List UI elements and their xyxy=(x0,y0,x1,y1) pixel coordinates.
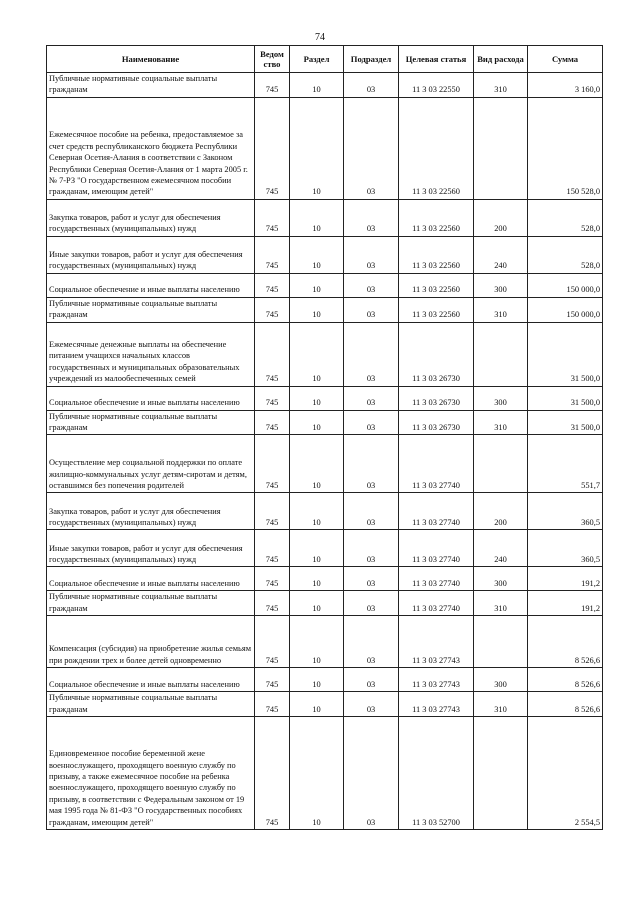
page-number: 74 xyxy=(315,32,325,43)
header-amount: Сумма xyxy=(528,46,603,73)
row-subsection: 03 xyxy=(344,273,399,297)
row-expense-type: 240 xyxy=(474,236,528,273)
header-section: Раздел xyxy=(290,46,344,73)
row-dept: 745 xyxy=(255,410,290,435)
row-subsection: 03 xyxy=(344,493,399,530)
row-subsection: 03 xyxy=(344,717,399,830)
row-expense-type: 300 xyxy=(474,668,528,692)
table-row xyxy=(47,717,603,830)
row-target: 11 3 03 27740 xyxy=(399,530,474,567)
row-subsection: 03 xyxy=(344,297,399,322)
row-subsection: 03 xyxy=(344,668,399,692)
row-name: Компенсация (субсидия) на приобретение жилья семьям при рождении трех и более детей одновременно xyxy=(47,616,255,668)
row-dept: 745 xyxy=(255,591,290,616)
row-target: 11 3 03 27740 xyxy=(399,567,474,591)
row-target: 11 3 03 27743 xyxy=(399,616,474,668)
row-name: Публичные нормативные социальные выплаты гражданам xyxy=(47,410,255,435)
row-amount: 551,7 xyxy=(528,435,603,493)
row-section: 10 xyxy=(290,435,344,493)
row-target: 11 3 03 27740 xyxy=(399,435,474,493)
table-row xyxy=(47,530,603,567)
row-dept: 745 xyxy=(255,567,290,591)
row-expense-type xyxy=(474,435,528,493)
row-amount: 8 526,6 xyxy=(528,692,603,717)
row-expense-type: 200 xyxy=(474,199,528,236)
row-amount: 150 528,0 xyxy=(528,97,603,199)
header-expense-type: Вид расхода xyxy=(474,46,528,73)
row-target: 11 3 03 22560 xyxy=(399,297,474,322)
row-name: Социальное обеспечение и иные выплаты населению xyxy=(47,567,255,591)
row-subsection: 03 xyxy=(344,73,399,98)
row-subsection: 03 xyxy=(344,567,399,591)
row-amount: 8 526,6 xyxy=(528,616,603,668)
row-name: Ежемесячное пособие на ребенка, предоставляемое за счет средств республиканского бюджета Республики Северная Осетия-Алания в соответствии с Законом Республики Северная Осетия-Алания от 1 марта 2005 г. № 7-РЗ "О государственном ежемесячном пособии гражданам, имеющим детей" xyxy=(47,97,255,199)
row-section: 10 xyxy=(290,493,344,530)
row-subsection: 03 xyxy=(344,435,399,493)
row-subsection: 03 xyxy=(344,410,399,435)
row-expense-type: 310 xyxy=(474,591,528,616)
row-dept: 745 xyxy=(255,616,290,668)
table-row xyxy=(47,616,603,668)
row-target: 11 3 03 26730 xyxy=(399,410,474,435)
row-amount: 31 500,0 xyxy=(528,386,603,410)
row-section: 10 xyxy=(290,616,344,668)
row-name: Социальное обеспечение и иные выплаты населению xyxy=(47,668,255,692)
row-target: 11 3 03 22560 xyxy=(399,97,474,199)
row-target: 11 3 03 27740 xyxy=(399,493,474,530)
row-dept: 745 xyxy=(255,668,290,692)
row-amount: 31 500,0 xyxy=(528,410,603,435)
row-subsection: 03 xyxy=(344,386,399,410)
row-target: 11 3 03 22560 xyxy=(399,273,474,297)
row-dept: 745 xyxy=(255,199,290,236)
row-expense-type: 300 xyxy=(474,567,528,591)
row-section: 10 xyxy=(290,692,344,717)
table-row xyxy=(47,273,603,297)
header-name: Наименование xyxy=(47,46,255,73)
table-row xyxy=(47,297,603,322)
row-section: 10 xyxy=(290,386,344,410)
row-name: Социальное обеспечение и иные выплаты населению xyxy=(47,273,255,297)
row-subsection: 03 xyxy=(344,97,399,199)
table-row xyxy=(47,692,603,717)
table-row xyxy=(47,73,603,98)
row-name: Публичные нормативные социальные выплаты гражданам xyxy=(47,73,255,98)
row-expense-type: 310 xyxy=(474,410,528,435)
row-name: Публичные нормативные социальные выплаты гражданам xyxy=(47,297,255,322)
row-section: 10 xyxy=(290,236,344,273)
row-expense-type: 310 xyxy=(474,692,528,717)
row-expense-type xyxy=(474,322,528,386)
table-row xyxy=(47,567,603,591)
row-section: 10 xyxy=(290,567,344,591)
row-section: 10 xyxy=(290,322,344,386)
table-row xyxy=(47,322,603,386)
row-amount: 2 554,5 xyxy=(528,717,603,830)
table-row xyxy=(47,199,603,236)
row-dept: 745 xyxy=(255,73,290,98)
row-dept: 745 xyxy=(255,435,290,493)
row-target: 11 3 03 27743 xyxy=(399,692,474,717)
table-row xyxy=(47,668,603,692)
row-expense-type xyxy=(474,717,528,830)
row-target: 11 3 03 27740 xyxy=(399,591,474,616)
table-row xyxy=(47,435,603,493)
row-target: 11 3 03 22560 xyxy=(399,236,474,273)
row-name: Закупка товаров, работ и услуг для обеспечения государственных (муниципальных) нужд xyxy=(47,493,255,530)
row-name: Ежемесячные денежные выплаты на обеспечение питанием учащихся начальных классов государственных и муниципальных образовательных учреждений из малообеспеченных семей xyxy=(47,322,255,386)
row-dept: 745 xyxy=(255,717,290,830)
row-name: Закупка товаров, работ и услуг для обеспечения государственных (муниципальных) нужд xyxy=(47,199,255,236)
row-expense-type: 310 xyxy=(474,297,528,322)
row-expense-type xyxy=(474,616,528,668)
row-dept: 745 xyxy=(255,493,290,530)
row-dept: 745 xyxy=(255,297,290,322)
table-row xyxy=(47,236,603,273)
row-target: 11 3 03 52700 xyxy=(399,717,474,830)
row-dept: 745 xyxy=(255,97,290,199)
row-amount: 528,0 xyxy=(528,236,603,273)
row-amount: 31 500,0 xyxy=(528,322,603,386)
row-subsection: 03 xyxy=(344,322,399,386)
table-row xyxy=(47,97,603,199)
row-section: 10 xyxy=(290,410,344,435)
row-section: 10 xyxy=(290,97,344,199)
row-amount: 528,0 xyxy=(528,199,603,236)
row-dept: 745 xyxy=(255,322,290,386)
row-expense-type: 310 xyxy=(474,73,528,98)
table-row xyxy=(47,591,603,616)
row-subsection: 03 xyxy=(344,692,399,717)
header-dept: Ведом ство xyxy=(255,46,290,73)
row-dept: 745 xyxy=(255,273,290,297)
row-target: 11 3 03 22550 xyxy=(399,73,474,98)
row-expense-type: 200 xyxy=(474,493,528,530)
row-name: Единовременное пособие беременной жене военнослужащего, проходящего военную службу по призыву, а также ежемесячное пособие на ребенка военнослужащего, проходящего военную службу по призыву, в соответствии с Федеральным законом от 19 мая 1995 года № 81-ФЗ "О государственных пособиях гражданам, имеющим детей" xyxy=(47,717,255,830)
table-row xyxy=(47,410,603,435)
row-section: 10 xyxy=(290,530,344,567)
row-name: Публичные нормативные социальные выплаты гражданам xyxy=(47,591,255,616)
table-header-row xyxy=(47,46,603,73)
row-name: Осуществление мер социальной поддержки по оплате жилищно-коммунальных услуг детям-сиротам и детям, оставшимся без попечения родителей xyxy=(47,435,255,493)
row-section: 10 xyxy=(290,199,344,236)
row-expense-type: 240 xyxy=(474,530,528,567)
row-amount: 360,5 xyxy=(528,530,603,567)
row-section: 10 xyxy=(290,717,344,830)
row-expense-type: 300 xyxy=(474,386,528,410)
row-amount: 191,2 xyxy=(528,591,603,616)
row-name: Иные закупки товаров, работ и услуг для обеспечения государственных (муниципальных) нужд xyxy=(47,236,255,273)
table-row xyxy=(47,386,603,410)
row-amount: 360,5 xyxy=(528,493,603,530)
row-section: 10 xyxy=(290,73,344,98)
row-section: 10 xyxy=(290,297,344,322)
row-name: Социальное обеспечение и иные выплаты населению xyxy=(47,386,255,410)
row-subsection: 03 xyxy=(344,199,399,236)
row-dept: 745 xyxy=(255,530,290,567)
row-name: Публичные нормативные социальные выплаты гражданам xyxy=(47,692,255,717)
row-subsection: 03 xyxy=(344,530,399,567)
row-target: 11 3 03 26730 xyxy=(399,322,474,386)
table-row xyxy=(47,493,603,530)
row-dept: 745 xyxy=(255,692,290,717)
row-section: 10 xyxy=(290,668,344,692)
row-amount: 3 160,0 xyxy=(528,73,603,98)
row-dept: 745 xyxy=(255,236,290,273)
row-amount: 191,2 xyxy=(528,567,603,591)
row-section: 10 xyxy=(290,591,344,616)
header-subsection: Подраздел xyxy=(344,46,399,73)
row-expense-type xyxy=(474,97,528,199)
row-amount: 150 000,0 xyxy=(528,297,603,322)
row-dept: 745 xyxy=(255,386,290,410)
row-target: 11 3 03 27743 xyxy=(399,668,474,692)
budget-table xyxy=(46,45,603,830)
row-amount: 150 000,0 xyxy=(528,273,603,297)
row-name: Иные закупки товаров, работ и услуг для обеспечения государственных (муниципальных) нужд xyxy=(47,530,255,567)
row-target: 11 3 03 22560 xyxy=(399,199,474,236)
row-amount: 8 526,6 xyxy=(528,668,603,692)
row-subsection: 03 xyxy=(344,236,399,273)
row-subsection: 03 xyxy=(344,591,399,616)
header-target: Целевая статья xyxy=(399,46,474,73)
row-target: 11 3 03 26730 xyxy=(399,386,474,410)
row-subsection: 03 xyxy=(344,616,399,668)
row-expense-type: 300 xyxy=(474,273,528,297)
row-section: 10 xyxy=(290,273,344,297)
